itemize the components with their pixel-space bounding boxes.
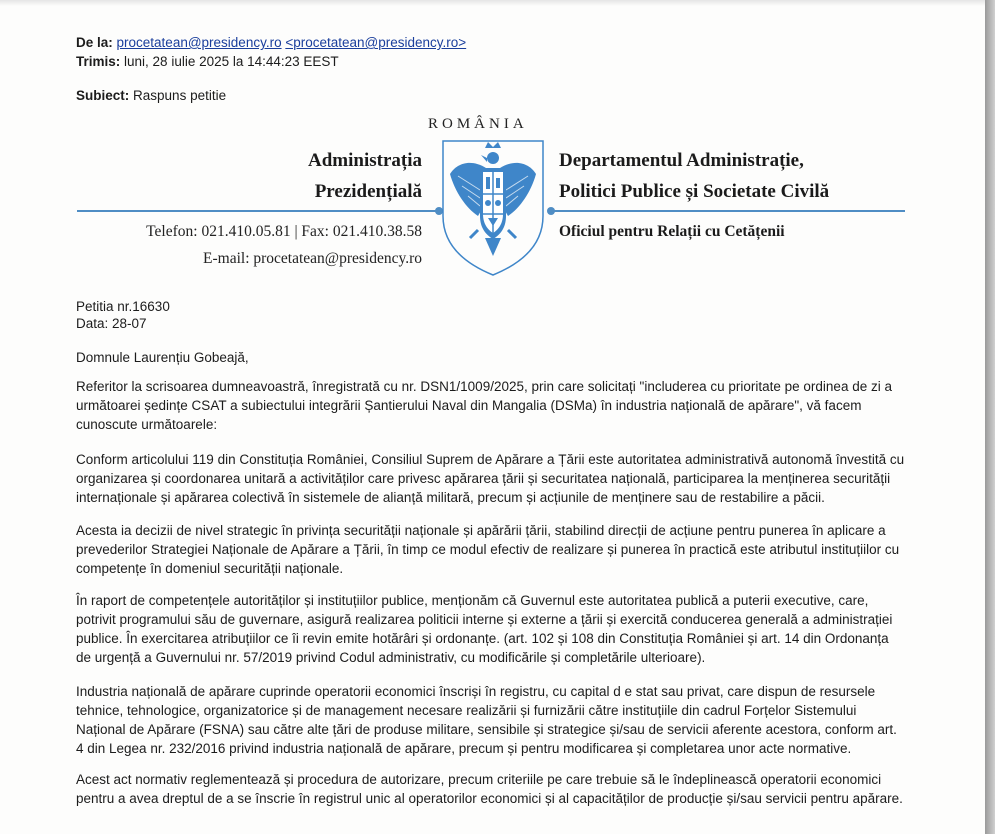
letterhead-right-line1: Departamentul Administrație, [559, 150, 804, 171]
letterhead-office: Oficiul pentru Relații cu Cetățenii [559, 223, 785, 240]
paragraph-2: Conform articolului 119 din Constituția României, Consiliul Suprem de Apărare a Țării este autoritatea administrativă autonomă învestită cu organizarea și coordonarea unitară a activităților care privesc apărarea țării și securitatea națională, participarea la menținerea securității internaționale și apărarea colectivă în sistemele de alianță militară, precum și acțiunile de menținere sau de restabilire a păcii. [76, 452, 905, 505]
paragraph-1: Referitor la scrisoarea dumneavoastră, înregistrată cu nr. DSN1/1009/2025, prin care solicitați "includerea cu prioritate pe ordinea de zi a următoarei ședințe CSAT a subiectului integrării Șantierului Naval din Mangalia (DSMa) în industria națională de apărare", vă facem cunoscute următoarele: [76, 379, 892, 432]
paragraph-5: Industria națională de apărare cuprinde operatorii economici înscriși în registru, cu capital d e stat sau privat, care dispun de resursele tehnice, tehnologice, organizatorice și de management necesare realizării și furnizării către instituțiile din cadrul Forțelor Sistemului Național de Apărare (FSNA) sau către alte țări de produse militare, sensibile și strategice și/sau de servicii aferente acestora, conform art. 4 din Legea nr. 232/2016 privind industria națională de apărare, precum și pentru modificarea și completarea unor acte normative. [76, 684, 897, 756]
letterhead-rule-dot-right [547, 207, 555, 215]
letterhead-left-line2: Prezidențială [314, 181, 422, 202]
letterhead-country: ROMÂNIA [428, 116, 528, 132]
letterhead-phone-fax: Telefon: 021.410.05.81 | Fax: 021.410.38.58 [146, 223, 422, 240]
letterhead-left-line1: Administrația [308, 150, 422, 171]
scan-edge-shadow [985, 0, 995, 834]
paragraph-4: În raport de competențele autorităților și instituțiilor publice, menționăm că Guvernul este autoritatea publică a puterii executive, care, potrivit programului său de guvernare, asigură realizarea politicii interne și externe a țării și exercită conducerea generală a administrației publice. În exercitarea atribuțiilor ce îi revin emite hotărâri și ordonanțe. (art. 102 și 108 din Constituția României și art. 14 din Ordonanța de urgență a Guvernului nr. 57/2019 privind Codul administrativ, cu modificările și completările ulterioare). [76, 593, 893, 665]
sent-value: luni, 28 iulie 2025 la 14:44:23 EEST [124, 54, 339, 69]
petition-date: Data: 28-07 [76, 316, 147, 331]
subject-label: Subiect: [76, 88, 130, 103]
from-label: De la: [76, 35, 113, 50]
from-address-bracket-link[interactable]: <procetatean@presidency.ro> [285, 35, 467, 50]
sent-label: Trimis: [76, 54, 121, 69]
salutation: Domnule Laurențiu Gobeajă, [76, 350, 249, 365]
email-sent-line [76, 53, 339, 71]
email-subject-line [76, 87, 226, 105]
romania-coat-of-arms-icon [440, 138, 546, 278]
from-address-link[interactable]: procetatean@presidency.ro [116, 35, 282, 50]
letterhead-rule-left [77, 210, 439, 212]
scan-top-shade [0, 0, 985, 6]
email-from-line [76, 34, 466, 52]
letterhead-email: E-mail: procetatean@presidency.ro [203, 250, 422, 267]
letterhead-right-line2: Politici Publice și Societate Civilă [559, 181, 830, 202]
subject-value: Raspuns petitie [133, 88, 227, 103]
paragraph-3: Acesta ia decizii de nivel strategic în privința securității naționale și apărării țării, stabilind direcții de acțiune pentru punerea în aplicare a prevederilor Strategiei Naționale de Apărare a Țării, în timp ce modul efectiv de realizare și punerea în practică este atributul instituțiilor cu competențe în domeniul securității naționale. [76, 523, 900, 576]
letterhead-rule-right [550, 210, 905, 212]
paragraph-6: Acest act normativ reglementează și procedura de autorizare, precum criteriile pe care trebuie să le îndeplinească operatorii economici pentru a avea dreptul de a se înscrie în registrul unic al operatorilor economici și al capacităților de producție și/sau servicii pentru apărare. [76, 772, 903, 806]
petition-number: Petitia nr.16630 [76, 299, 170, 314]
